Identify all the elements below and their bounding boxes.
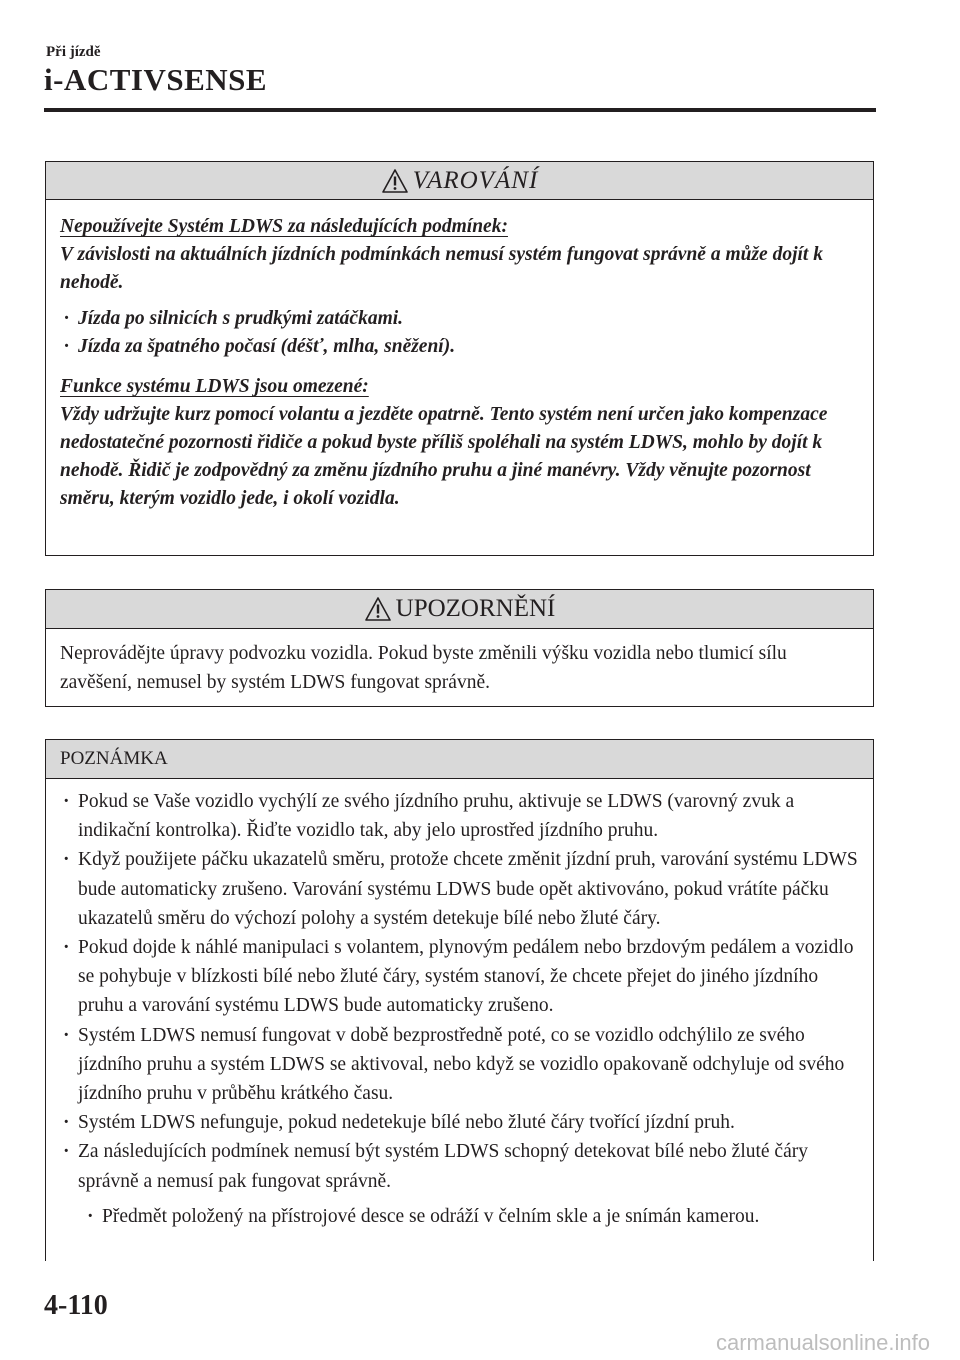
list-item: · Jízda po silnicích s prudkými zatáčkami. [60,305,859,333]
page-title: i-ACTIVSENSE [44,62,268,97]
warning-para2-text: Vždy udržujte kurz pomocí volantu a jezděte opatrně. Tento systém není určen jako kompenzace nedostatečné pozornosti řidiče a pokud byste příliš spoléhali na systém LDWS, mohlo by dojít k nehodě. Řidič je zodpovědný za změnu jízdního pruhu a jiné manévry. Vždy věnujte pozornost směru, kterým vozidlo jede, i okolí vozidla. [60,404,828,509]
warning-para1-title: Nepoužívejte Systém LDWS za následujících podmínek: [60,216,508,237]
note-heading: POZNÁMKA [60,748,168,769]
note-header [46,740,873,779]
title-rule [44,108,876,112]
watermark: carmanualsonline.info [715,1330,930,1355]
warning-box [45,161,874,556]
list-item: · Jízda za špatného počasí (déšť, mlha, sněžení). [60,333,859,361]
warning-heading: VAROVÁNÍ [412,166,539,194]
section-label: Při jízdě [46,44,101,60]
list-item: · Když použijete páčku ukazatelů směru, protože chcete změnit jízdní pruh, varování systému LDWS bude automaticky zrušeno. Varování systému LDWS bude opět aktivováno, pokud vrátíte páčku ukazatelů směru do výchozí polohy a systém detekuje bílé nebo žluté čáry. [60,845,859,933]
list-item: · Pokud dojde k náhlé manipulaci s volantem, plynovým pedálem nebo brzdovým pedálem a vozidlo se pohybuje v blízkosti bílé nebo žluté čáry, systém stanoví, že chcete přejet do jiného jízdního pruhu a varování systému LDWS bude automaticky zrušeno. [60,933,859,1021]
note-body [46,779,873,1231]
caution-text: Neprovádějte úpravy podvozku vozidla. Pokud byste změnili výšku vozidla nebo tlumicí sílu zavěšení, nemusel by systém LDWS fungovat správně. [60,643,787,693]
warning-para1-text: V závislosti na aktuálních jízdních podmínkách nemusí systém fungovat správně a může dojít k nehodě. [60,244,823,293]
warning-triangle-icon [364,596,392,622]
list-item: · Systém LDWS nemusí fungovat v době bezprostředně poté, co se vozidlo odchýlilo ze svého jízdního pruhu a systém LDWS se aktivoval, nebo když se vozidlo opakovaně odchyluje od svého jízdního pruhu v průběhu krátkého času. [60,1021,859,1109]
caution-box [45,589,874,707]
warning-bullet-list [60,305,859,361]
page-number: 4-110 [44,1290,108,1321]
list-item: · Systém LDWS nefunguje, pokud nedetekuje bílé nebo žluté čáry tvořící jízdní pruh. [60,1108,859,1137]
note-list [60,787,859,1231]
list-item: · Za následujících podmínek nemusí být systém LDWS schopný detekovat bílé nebo žluté čáry správně a nemusí pak fungovat správně. [60,1137,859,1195]
list-item: · Pokud se Vaše vozidlo vychýlí ze svého jízdního pruhu, aktivuje se LDWS (varovný zvuk a indikační kontrolka). Řiďte vozidlo tak, aby jelo uprostřed jízdního pruhu. [60,787,859,845]
sub-list-item: · Předmět položený na přístrojové desce se odráží v čelním skle a je snímán kamerou. [60,1202,859,1231]
note-box [45,739,874,1261]
warning-body [46,200,873,513]
warning-header [46,162,873,200]
caution-heading: UPOZORNĚNÍ [395,595,556,622]
warning-para2-title: Funkce systému LDWS jsou omezené: [60,376,369,397]
caution-header [46,590,873,629]
warning-triangle-icon [381,168,409,194]
